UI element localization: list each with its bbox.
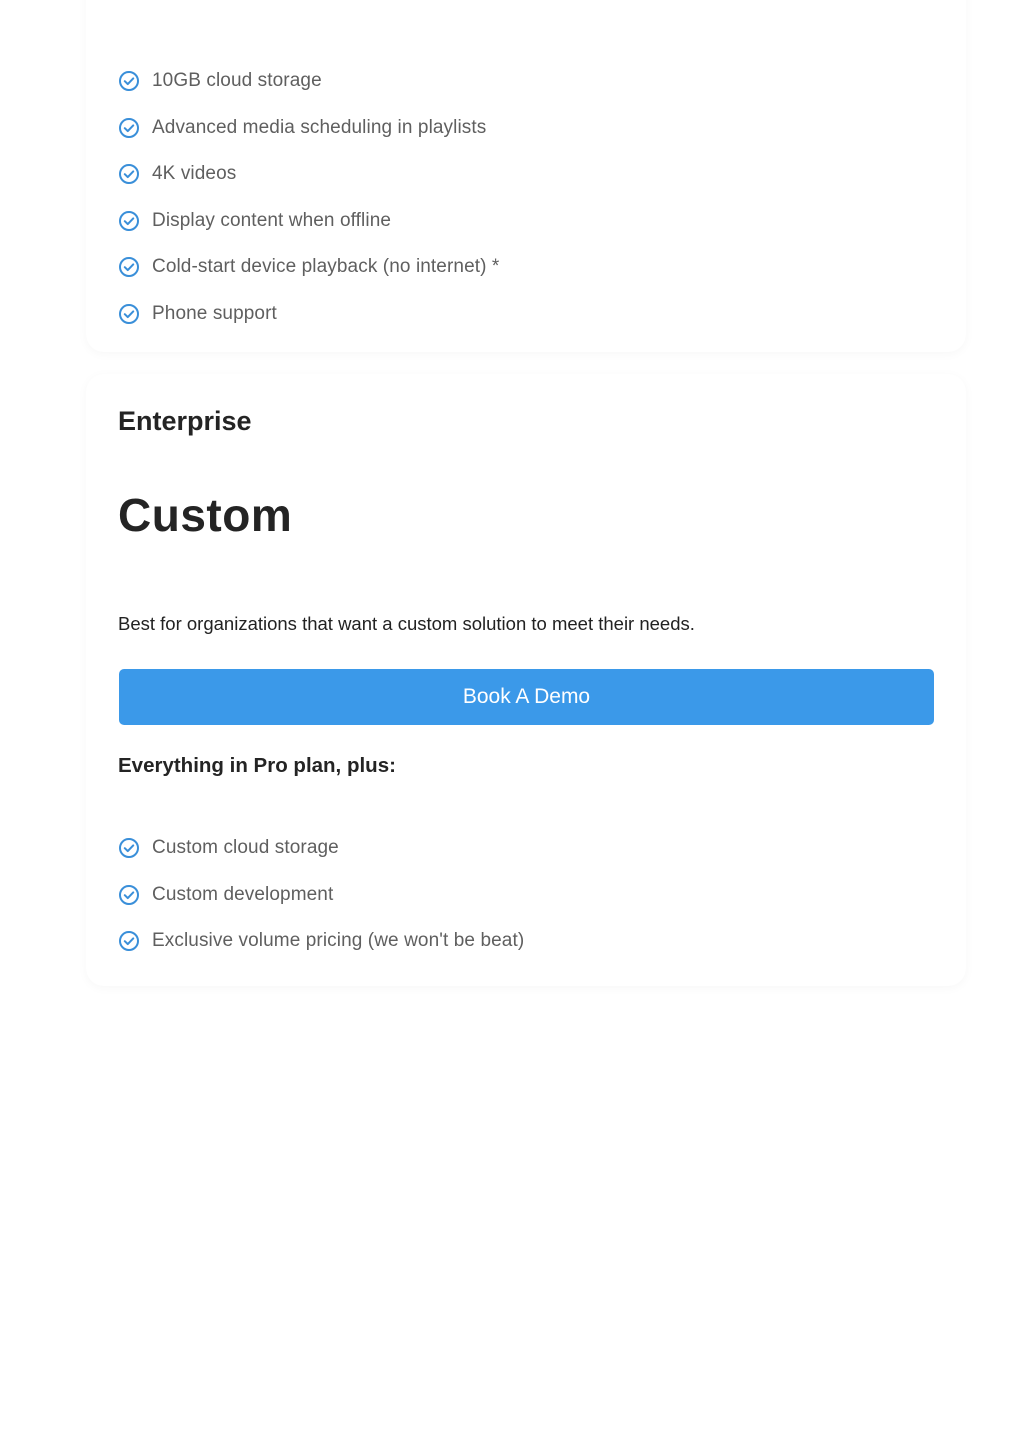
plan-name: Enterprise — [118, 406, 252, 436]
feature-item — [118, 105, 499, 152]
feature-item — [118, 918, 524, 965]
feature-item — [118, 872, 524, 919]
feature-item — [118, 58, 499, 105]
check-circle-icon — [118, 930, 140, 952]
plan-description: Best for organizations that want a custom solution to meet their needs. — [118, 613, 695, 634]
check-circle-icon — [118, 256, 140, 278]
feature-label: Custom development — [152, 883, 334, 905]
enterprise-feature-list — [118, 825, 524, 965]
includes-heading: Everything in Pro plan, plus: — [118, 754, 396, 777]
feature-label: Custom cloud storage — [152, 837, 339, 859]
feature-label: 4K videos — [152, 163, 237, 185]
feature-label: Cold-start device playback (no internet) * — [152, 256, 500, 278]
feature-label: Phone support — [152, 302, 277, 324]
check-circle-icon — [118, 303, 140, 325]
pro-feature-list — [118, 58, 499, 337]
check-circle-icon — [118, 163, 140, 185]
plan-price: Custom — [118, 489, 293, 541]
feature-item — [118, 825, 524, 872]
feature-item — [118, 198, 499, 245]
check-circle-icon — [118, 837, 140, 859]
feature-item — [118, 151, 499, 198]
check-circle-icon — [118, 884, 140, 906]
check-circle-icon — [118, 210, 140, 232]
feature-label: 10GB cloud storage — [152, 70, 322, 92]
check-circle-icon — [118, 117, 140, 139]
book-demo-button[interactable]: Book A Demo — [119, 669, 934, 725]
check-circle-icon — [118, 70, 140, 92]
feature-label: Advanced media scheduling in playlists — [152, 116, 487, 138]
feature-label: Display content when offline — [152, 209, 392, 231]
feature-item — [118, 291, 499, 338]
feature-item — [118, 244, 499, 291]
feature-label: Exclusive volume pricing (we won't be beat) — [152, 930, 525, 952]
